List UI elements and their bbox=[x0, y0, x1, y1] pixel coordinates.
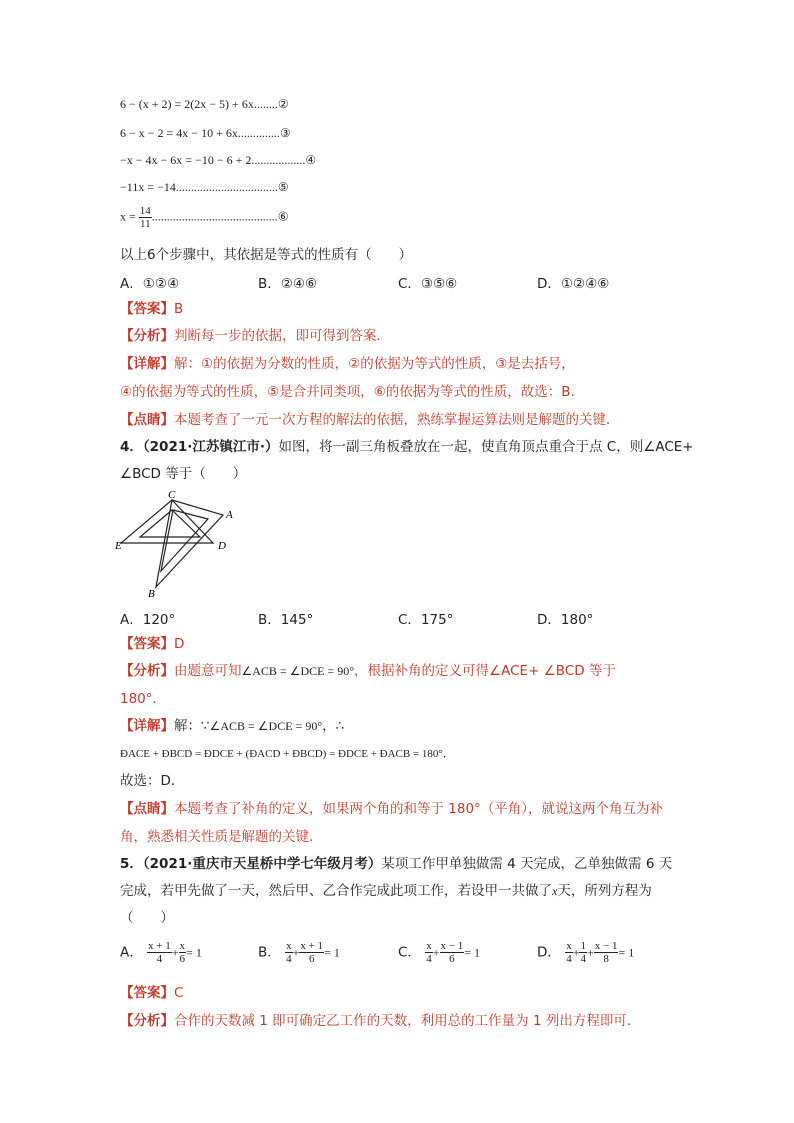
question-4-stem bbox=[120, 437, 694, 457]
option-value: ②④⑥ bbox=[280, 276, 318, 292]
comment-text: 本题考查了补角的定义，如果两个角的和等于 180°（平角），就说这两个角互为补 bbox=[174, 801, 664, 817]
option-label: B． bbox=[258, 612, 281, 628]
step-expression: 6 − (x + 2) = 2(2x − 5) + 6x bbox=[120, 97, 254, 111]
step-4 bbox=[120, 153, 316, 168]
fraction bbox=[285, 940, 293, 965]
step-mark: ⑤ bbox=[277, 180, 289, 194]
option-value: 120° bbox=[142, 612, 176, 628]
answer-value: D bbox=[174, 636, 185, 652]
option-label: B． bbox=[258, 944, 281, 961]
operator: + bbox=[432, 945, 440, 960]
detail-label: 【详解】 bbox=[120, 718, 174, 734]
answer-label: 【答案】 bbox=[120, 636, 174, 652]
analysis-text: ，根据补角的定义可得∠ACE+ ∠BCD 等于 bbox=[354, 663, 616, 679]
step-mark: ④ bbox=[305, 153, 317, 167]
q4-detail-equation bbox=[120, 745, 454, 761]
label-b: B bbox=[148, 588, 155, 600]
denominator: 8 bbox=[603, 953, 609, 965]
step-5 bbox=[120, 180, 289, 195]
option-label: B． bbox=[258, 276, 281, 292]
question-number: 4． bbox=[120, 439, 143, 455]
operator: + bbox=[292, 945, 300, 960]
question-5-stem-line2 bbox=[120, 881, 652, 901]
stem-text: 完成，若甲先做了一天，然后甲、乙合作完成此项工作，若设甲一共做了 bbox=[120, 883, 552, 899]
analysis-math: ∠ACB = ∠DCE = 90° bbox=[241, 664, 355, 678]
q4-option-a bbox=[120, 608, 175, 628]
denominator: 4 bbox=[426, 953, 432, 965]
step-dots: .................................. bbox=[175, 180, 278, 194]
detail-equation: ÐACE + ÐBCD = ÐDCE + (ÐACD + ÐBCD) = ÐDCE + ÐACB = 180° bbox=[120, 748, 443, 760]
q5-option-c bbox=[398, 940, 480, 965]
analysis-label: 【分析】 bbox=[120, 663, 174, 679]
q4-option-d bbox=[537, 608, 593, 628]
q4-analysis-line2: 180°． bbox=[120, 691, 167, 707]
numerator: x bbox=[179, 940, 186, 952]
stem-variable: x bbox=[552, 884, 558, 898]
option-value: 145° bbox=[280, 612, 314, 628]
option-value: 180° bbox=[560, 612, 594, 628]
step-dots: .................. bbox=[251, 153, 306, 167]
q5-answer bbox=[120, 983, 183, 1003]
operator: + bbox=[586, 945, 594, 960]
step-mark: ⑥ bbox=[277, 209, 289, 224]
option-label: A． bbox=[120, 612, 143, 628]
q3-option-d bbox=[537, 272, 609, 292]
answer-label: 【答案】 bbox=[120, 301, 174, 317]
answer-value: B bbox=[174, 301, 184, 317]
comment-text: 本题考查了一元一次方程的解法的依据，熟练掌握运算法则是解题的关键． bbox=[174, 412, 620, 428]
q3-answer bbox=[120, 299, 183, 319]
label-e: E bbox=[115, 540, 122, 552]
q5-option-d bbox=[537, 940, 634, 965]
option-label: A． bbox=[120, 944, 143, 961]
question-5-stem-line3: （ ） bbox=[120, 910, 174, 926]
numerator: 14 bbox=[139, 205, 151, 217]
numerator: x + 1 bbox=[148, 940, 171, 952]
q4-detail bbox=[120, 716, 344, 736]
rhs: = 1 bbox=[464, 945, 481, 960]
numerator: x + 1 bbox=[300, 940, 324, 952]
option-value: ③⑤⑥ bbox=[420, 276, 458, 292]
denominator: 6 bbox=[179, 953, 186, 965]
q3-analysis bbox=[120, 326, 390, 346]
detail-text: 解：∵ bbox=[174, 718, 210, 734]
fraction bbox=[565, 940, 573, 965]
analysis-text: 由题意可知 bbox=[174, 663, 242, 679]
step-expression: 6 − x − 2 = 4x − 10 + 6x bbox=[120, 126, 238, 140]
rhs: = 1 bbox=[186, 945, 202, 960]
q4-option-c bbox=[398, 608, 453, 628]
q4-comment bbox=[120, 799, 663, 819]
stem-text: 如图，将一副三角板叠放在一起，使直角顶点重合于点 C，则∠ACE+ bbox=[278, 439, 694, 455]
q3-comment bbox=[120, 410, 620, 430]
step-3 bbox=[120, 126, 291, 141]
detail-text: ，∴ bbox=[322, 718, 345, 734]
step-2 bbox=[120, 97, 289, 112]
q5-option-a bbox=[120, 940, 202, 965]
denominator: 4 bbox=[286, 953, 292, 965]
q3-detail bbox=[120, 354, 575, 374]
triangle-figure bbox=[115, 488, 245, 600]
analysis-text: 判断每一步的依据，即可得到答案． bbox=[174, 328, 390, 344]
fraction bbox=[147, 940, 172, 965]
q3-option-c bbox=[398, 272, 457, 292]
operator: + bbox=[572, 945, 580, 960]
step-expression: x = bbox=[120, 209, 136, 224]
step-dots: ........ bbox=[253, 97, 278, 111]
detail-math: ∠ACB = ∠DCE = 90° bbox=[209, 719, 323, 733]
label-d: D bbox=[218, 540, 226, 552]
option-value: ①②④⑥ bbox=[560, 276, 610, 292]
detail-label: 【详解】 bbox=[120, 356, 174, 372]
fraction bbox=[594, 940, 619, 965]
option-label: D． bbox=[537, 612, 561, 628]
step-dots: .............. bbox=[237, 126, 280, 140]
numerator: x bbox=[426, 940, 432, 952]
question-number: 5． bbox=[120, 856, 143, 872]
step-6 bbox=[120, 205, 289, 230]
q4-comment-line2: 角，熟悉相关性质是解题的关键． bbox=[120, 829, 323, 845]
denominator: 4 bbox=[156, 953, 163, 965]
rhs: = 1 bbox=[324, 945, 340, 960]
numerator: x bbox=[566, 940, 572, 952]
fraction bbox=[299, 940, 324, 965]
q5-analysis bbox=[120, 1011, 640, 1031]
label-c: C bbox=[168, 489, 176, 501]
step-expression: −x − 4x − 6x = −10 − 6 + 2 bbox=[120, 153, 252, 167]
q4-option-b bbox=[258, 608, 313, 628]
answer-value: C bbox=[174, 985, 184, 1001]
step-mark: ③ bbox=[279, 126, 291, 140]
operator: + bbox=[171, 945, 179, 960]
question-3-stem: 以上6个步骤中，其依据是等式的性质有（ ） bbox=[120, 247, 413, 263]
denominator: 6 bbox=[308, 953, 315, 965]
numerator: x − 1 bbox=[594, 940, 618, 952]
q3-detail-line2: ④的依据为等式的性质，⑤是合并同类项，⑥的依据为等式的性质，故选：B． bbox=[120, 384, 585, 400]
answer-label: 【答案】 bbox=[120, 985, 174, 1001]
option-label: C． bbox=[398, 944, 421, 961]
option-value: ①②④ bbox=[142, 276, 180, 292]
option-label: A． bbox=[120, 276, 143, 292]
label-a: A bbox=[226, 509, 233, 521]
analysis-text: 合作的天数减 1 即可确定乙工作的天数，利用总的工作量为 1 列出方程即可． bbox=[174, 1013, 641, 1029]
denominator: 4 bbox=[566, 953, 572, 965]
question-4-stem-line2: ∠BCD 等于（ ） bbox=[120, 466, 247, 482]
question-source: （2021·重庆市天星桥中学七年级月考） bbox=[142, 856, 382, 872]
option-label: D． bbox=[537, 944, 561, 961]
detail-end: ． bbox=[442, 748, 454, 760]
denominator: 11 bbox=[139, 218, 151, 230]
option-label: C． bbox=[398, 612, 421, 628]
q3-option-b bbox=[258, 272, 317, 292]
stem-text: 某项工作甲单独做需 4 天完成，乙单独做需 6 天 bbox=[381, 856, 673, 872]
question-source: （2021·江苏镇江市·） bbox=[142, 439, 279, 455]
question-5-stem bbox=[120, 854, 672, 874]
comment-label: 【点睛】 bbox=[120, 412, 174, 428]
analysis-label: 【分析】 bbox=[120, 1013, 174, 1029]
fraction bbox=[425, 940, 433, 965]
q5-option-b bbox=[258, 940, 340, 965]
fraction bbox=[579, 940, 587, 965]
fraction bbox=[139, 205, 152, 230]
denominator: 6 bbox=[449, 953, 455, 965]
fraction bbox=[179, 940, 187, 965]
denominator: 4 bbox=[580, 953, 586, 965]
numerator: x − 1 bbox=[440, 940, 464, 952]
detail-text: 解：①的依据为分数的性质，②的依据为等式的性质，③是去括号， bbox=[174, 356, 575, 372]
numerator: x bbox=[286, 940, 292, 952]
numerator: 1 bbox=[580, 940, 586, 952]
q4-analysis bbox=[120, 661, 616, 681]
rhs: = 1 bbox=[618, 945, 635, 960]
step-dots: .......................................... bbox=[151, 209, 278, 224]
q4-choose: 故选：D． bbox=[120, 773, 185, 789]
q3-option-a bbox=[120, 272, 179, 292]
comment-label: 【点睛】 bbox=[120, 801, 174, 817]
analysis-label: 【分析】 bbox=[120, 328, 174, 344]
fraction bbox=[440, 940, 465, 965]
stem-text: 天，所列方程为 bbox=[557, 883, 652, 899]
option-label: D． bbox=[537, 276, 561, 292]
step-mark: ② bbox=[277, 97, 289, 111]
option-value: 175° bbox=[420, 612, 454, 628]
option-label: C． bbox=[398, 276, 421, 292]
q4-answer bbox=[120, 634, 184, 654]
step-expression: −11x = −14 bbox=[120, 180, 176, 194]
